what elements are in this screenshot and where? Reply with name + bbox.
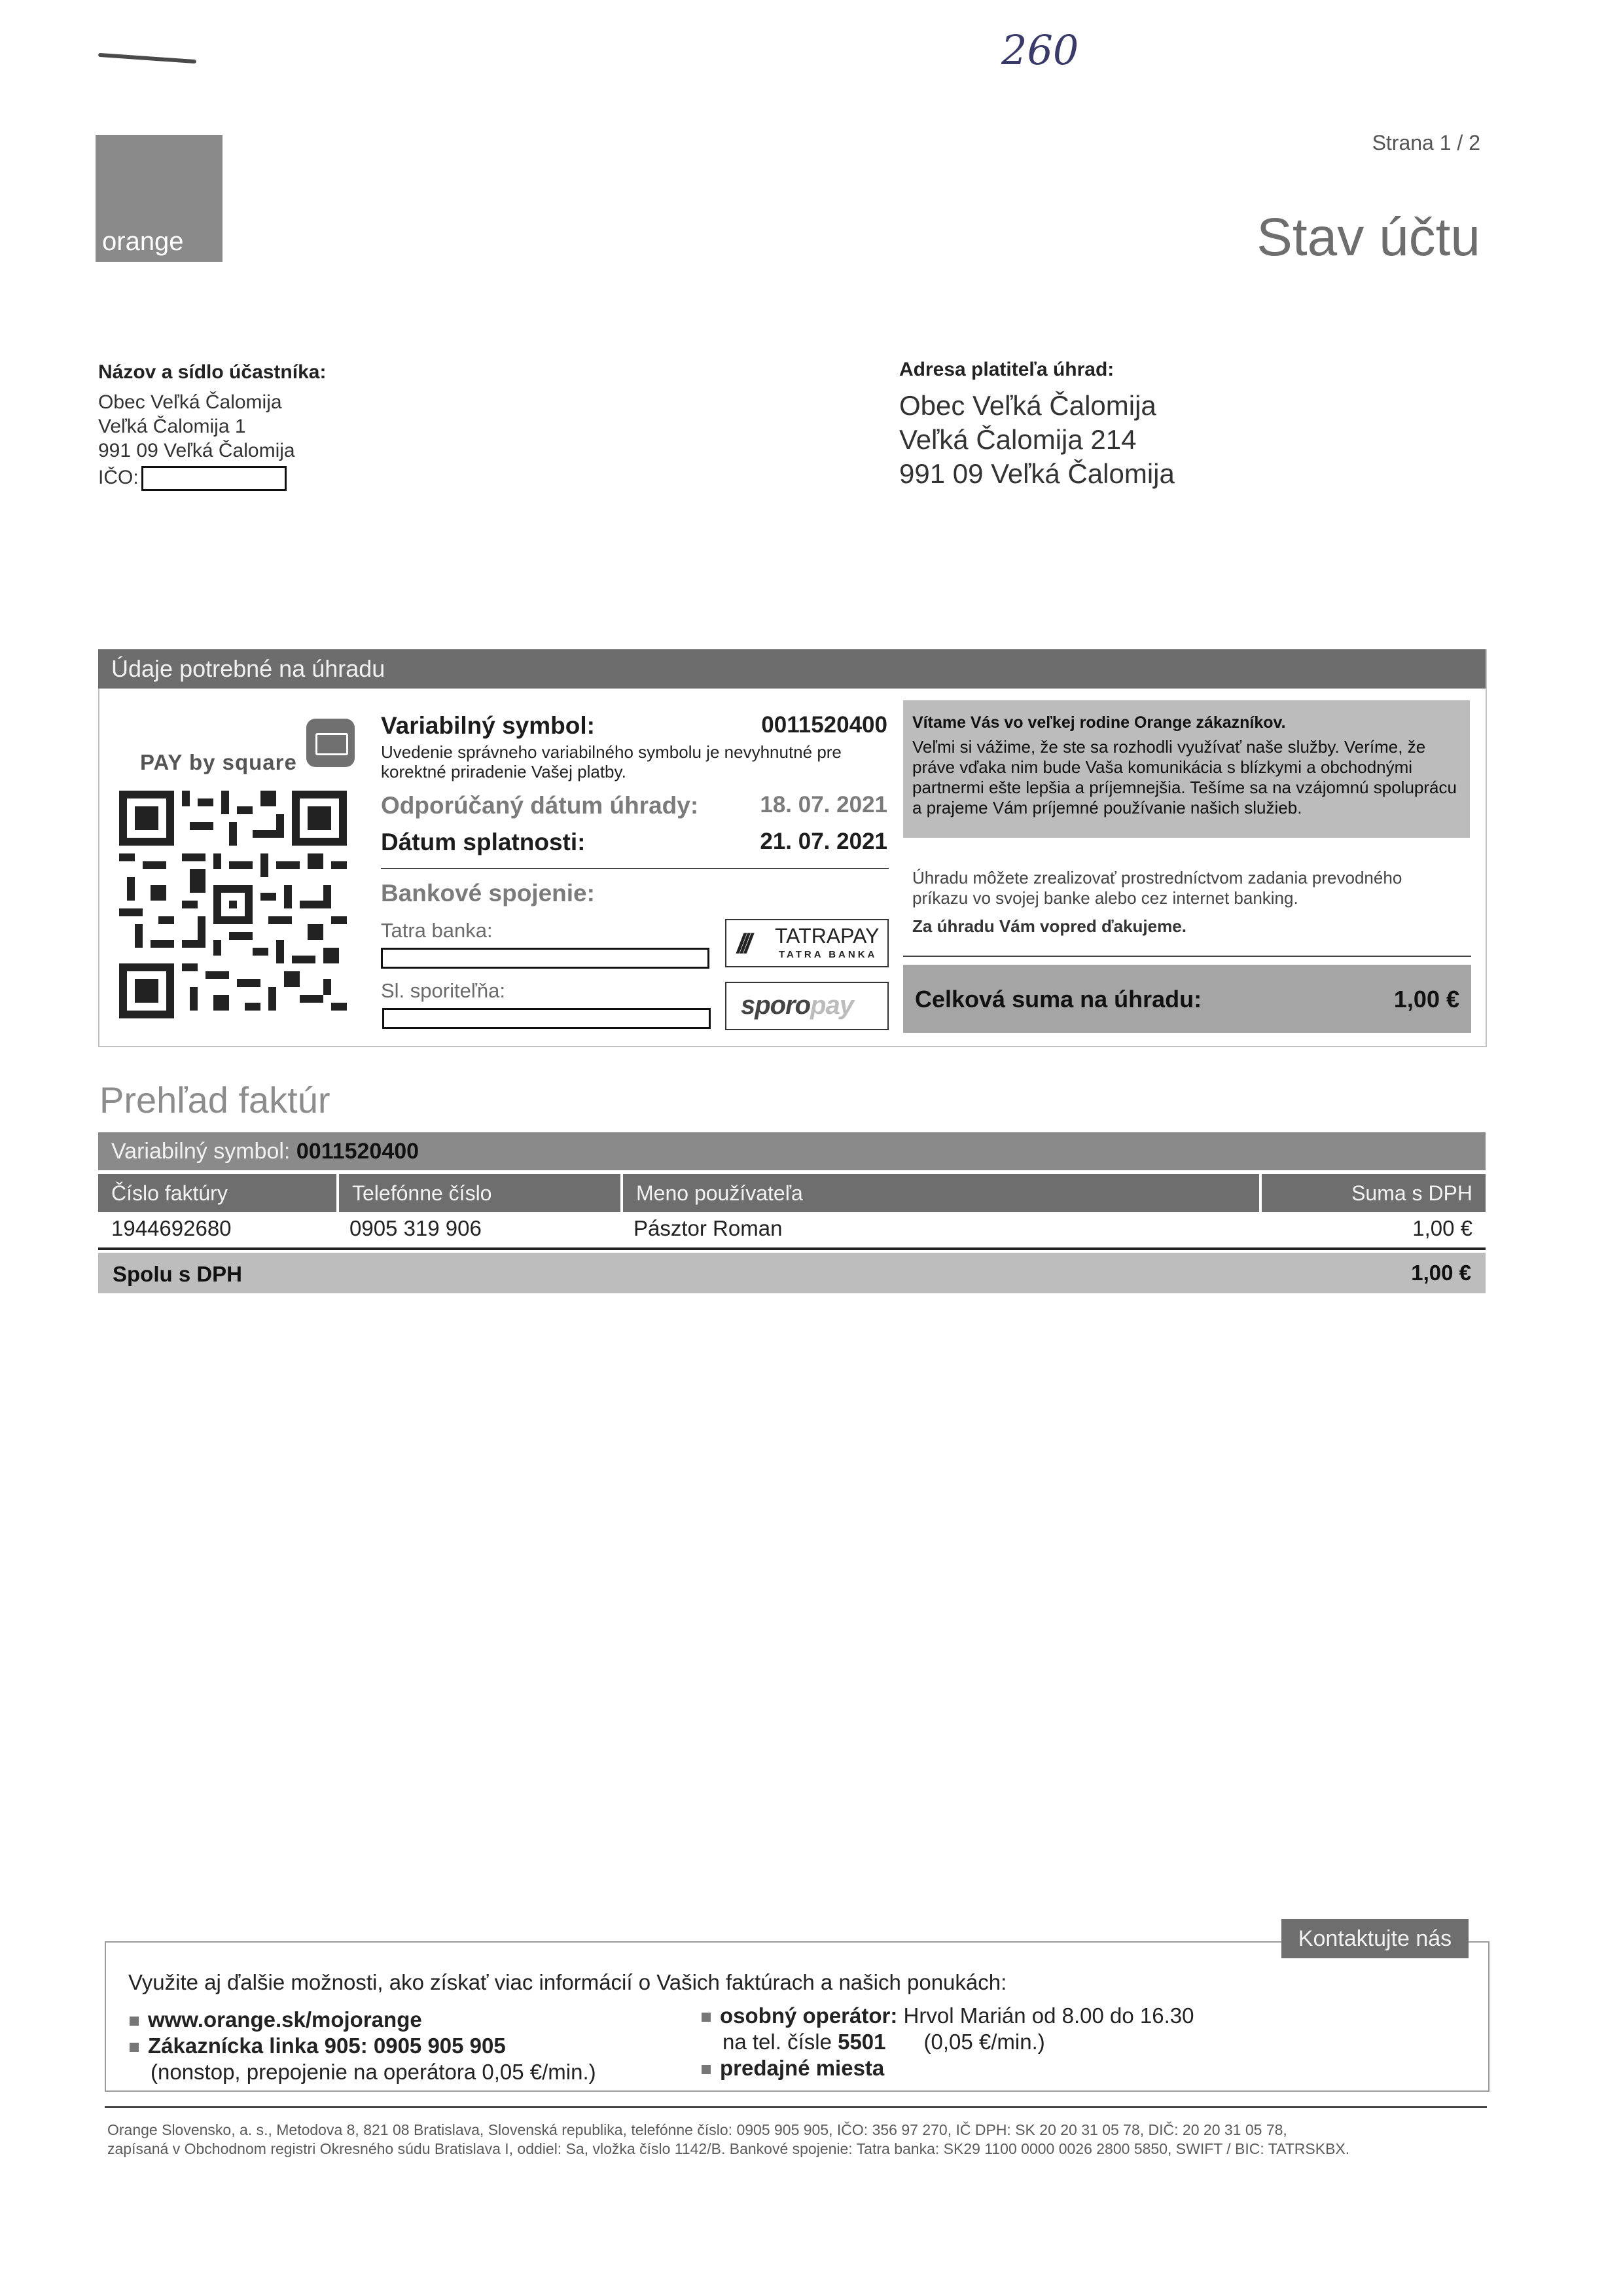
page-title: Stav účtu xyxy=(1257,207,1480,267)
contact-operator-item xyxy=(702,2003,1194,2029)
contact-intro: Využite aj ďalšie možnosti, ako získať viac informácií o Vašich faktúrach a našich ponukách: xyxy=(128,1970,1007,1994)
column-header-invoice: Číslo faktúry xyxy=(98,1174,336,1212)
subscriber-name: Obec Veľká Čalomija xyxy=(98,391,282,413)
total-label: Celková suma na úhradu: xyxy=(915,986,1202,1013)
overview-total-label: Spolu s DPH xyxy=(113,1262,243,1286)
contact-operator-text: Hrvol Marián od 8.00 do 16.30 xyxy=(903,2003,1194,2028)
subscriber-heading: Názov a sídlo účastníka: xyxy=(98,361,327,383)
payer-city: 991 09 Veľká Čalomija xyxy=(899,458,1175,489)
contact-operator-phone-label: na tel. čísle xyxy=(722,2030,832,2054)
footer-line-2: zapísaná v Obchodnom registri Okresného súdu Bratislava I, oddiel: Sa, vložka číslo 1142/B. Bankové spojenie: Tatra banka: SK29 1100 0000 0026 2800 5850, SWIFT / BIC: TATRSKBX. xyxy=(107,2140,1350,2157)
variable-symbol-note: Uvedenie správneho variabilného symbolu je nevyhnutné pre korektné priradenie Vašej platby. xyxy=(381,742,842,781)
table-divider xyxy=(98,1247,1486,1250)
due-date-label: Dátum splatnosti: xyxy=(381,829,586,855)
overview-vs-value: 0011520400 xyxy=(296,1139,419,1164)
orange-logo xyxy=(96,135,223,262)
contact-hotline-label: Zákaznícka linka 905: xyxy=(148,2034,368,2058)
recommended-date-label: Odporúčaný dátum úhrady: xyxy=(381,792,699,819)
contact-web-item xyxy=(130,2007,596,2033)
footer-line-1: Orange Slovensko, a. s., Metodova 8, 821 08 Bratislava, Slovenská republika, telefónne číslo: 0905 905 905, IČO: 356 97 270, IČ DPH: SK 20 20 31 05 78, DIČ: 20 20 31 05 78, xyxy=(107,2121,1287,2138)
page-number: Strana 1 / 2 xyxy=(1372,131,1480,154)
bullet-icon xyxy=(130,2017,139,2026)
contact-hotline-note: (nonstop, prepojenie na operátora 0,05 €/min.) xyxy=(151,2060,596,2084)
tatrapay-slash-icon: /// xyxy=(737,928,749,959)
bullet-icon xyxy=(702,2013,711,2022)
company-footer xyxy=(107,2121,1488,2159)
tatrapay-logo xyxy=(725,919,889,967)
overview-vs-label: Variabilný symbol: xyxy=(111,1139,291,1164)
contact-list-left xyxy=(130,2007,596,2085)
table-cell-amount: 1,00 € xyxy=(1412,1216,1472,1240)
pay-by-square-qr-code xyxy=(119,789,347,1020)
thanks-text: Za úhradu Vám vopred ďakujeme. xyxy=(912,916,1186,936)
payer-heading: Adresa platiteľa úhrad: xyxy=(899,359,1115,380)
payer-address xyxy=(899,359,1175,491)
welcome-text: Veľmi si vážime, že ste sa rozhodli využívať naše služby. Veríme, že práve vďaka nim bude Vaša komunikácia s blízkymi a obchodnými partnermi ešte lepšia a príjemnejšia. Tešíme sa na vzájomnú spoluprácu a prajeme Vám príjemné používanie našich služieb. xyxy=(912,737,1457,817)
variable-symbol-value: 0011520400 xyxy=(761,712,887,738)
payment-info-text: Úhradu môžete zrealizovať prostredníctvom zadania prevodného príkazu vo svojej banke alebo cez internet banking. xyxy=(912,868,1402,908)
column-header-phone: Telefónne číslo xyxy=(339,1174,620,1212)
card-icon xyxy=(306,719,355,767)
tatra-account-redacted xyxy=(381,948,709,969)
bank-connection-label: Bankové spojenie: xyxy=(381,880,595,906)
overview-title: Prehľad faktúr xyxy=(99,1079,330,1121)
contact-hotline-number: 0905 905 905 xyxy=(373,2034,506,2058)
contact-operator-label: osobný operátor: xyxy=(720,2003,898,2028)
contact-shops: predajné miesta xyxy=(720,2056,885,2080)
contact-tab: Kontaktujte nás xyxy=(1281,1919,1469,1958)
divider xyxy=(381,868,889,869)
subscriber-address xyxy=(98,361,326,491)
payer-street: Veľká Čalomija 214 xyxy=(899,424,1137,455)
table-cell-phone: 0905 319 906 xyxy=(349,1216,482,1240)
sporitelna-account-redacted xyxy=(382,1008,711,1029)
due-date-value: 21. 07. 2021 xyxy=(760,829,887,854)
subscriber-street: Veľká Čalomija 1 xyxy=(98,416,246,437)
subscriber-city: 991 09 Veľká Čalomija xyxy=(98,440,295,461)
sporopay-text-a: sporo xyxy=(741,991,811,1020)
footer-divider xyxy=(105,2106,1487,2108)
ico-redacted-box xyxy=(141,466,287,491)
contact-hotline-item xyxy=(130,2033,596,2059)
table-cell-user: Pásztor Roman xyxy=(633,1216,783,1240)
tatrapay-subtext: TATRA BANKA xyxy=(779,949,878,960)
handwritten-note: 260 xyxy=(1001,26,1079,74)
overview-total-row xyxy=(98,1253,1486,1293)
tatrapay-text: TATRAPAY xyxy=(775,924,880,948)
sporopay-text-b: pay xyxy=(810,991,854,1020)
bullet-icon xyxy=(702,2065,711,2074)
payer-name: Obec Veľká Čalomija xyxy=(899,390,1156,421)
variable-symbol-label: Variabilný symbol: xyxy=(381,712,595,739)
contact-shops-item xyxy=(702,2055,1194,2081)
sporopay-logo xyxy=(725,982,889,1030)
contact-operator-price: (0,05 €/min.) xyxy=(923,2030,1045,2054)
welcome-heading: Vítame Vás vo veľkej rodine Orange zákazníkov. xyxy=(912,713,1286,732)
table-cell-invoice: 1944692680 xyxy=(111,1216,232,1240)
contact-list-right xyxy=(702,2003,1194,2081)
sporopay-text xyxy=(741,991,853,1020)
overview-vs-bar xyxy=(98,1132,1486,1170)
pen-stroke-mark xyxy=(98,53,196,63)
payment-heading: Údaje potrebné na úhradu xyxy=(98,649,1486,689)
pay-by-square-label: PAY by square xyxy=(140,750,297,774)
overview-total-value: 1,00 € xyxy=(1411,1261,1471,1285)
divider xyxy=(903,956,1471,957)
contact-operator-phone-line xyxy=(702,2029,1194,2055)
bullet-icon xyxy=(130,2043,139,2052)
ico-label: IČO: xyxy=(98,467,139,488)
sporitelna-label: Sl. sporiteľňa: xyxy=(381,979,505,1002)
contact-operator-phone: 5501 xyxy=(838,2030,886,2054)
subscriber-ico xyxy=(98,465,326,491)
contact-web: www.orange.sk/mojorange xyxy=(148,2007,422,2032)
column-header-amount: Suma s DPH xyxy=(1262,1174,1486,1212)
column-header-user: Meno používateľa xyxy=(623,1174,1259,1212)
recommended-date-value: 18. 07. 2021 xyxy=(760,792,887,817)
logo-text: orange xyxy=(102,227,184,256)
total-value: 1,00 € xyxy=(1393,986,1459,1013)
tatra-banka-label: Tatra banka: xyxy=(381,919,493,942)
